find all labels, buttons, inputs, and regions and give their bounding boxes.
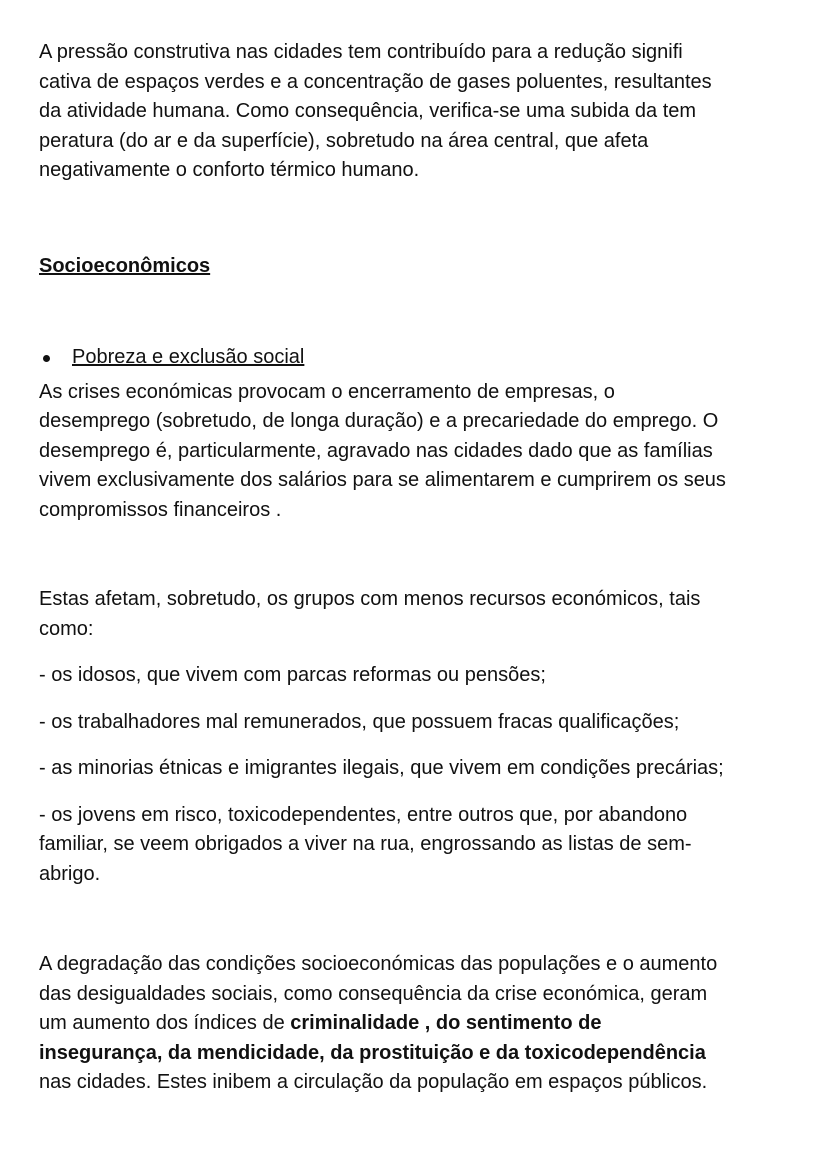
text-line: - as minorias étnicas e imigrantes ilegais, que vivem em condições precárias; xyxy=(39,757,724,779)
text-line: da atividade humana. Como consequência, verifica-se uma subida da tem xyxy=(39,100,697,122)
list-item xyxy=(39,343,799,373)
bullet-label: Pobreza e exclusão social xyxy=(72,346,305,368)
intro-paragraph xyxy=(39,38,799,186)
bold-text: criminalidade , do sentimento de xyxy=(290,1012,602,1034)
section-heading: Socioeconômicos xyxy=(39,254,211,277)
groups-paragraph xyxy=(39,585,799,644)
text-line xyxy=(39,1009,799,1039)
text-line: As crises económicas provocam o encerramento de empresas, o xyxy=(39,380,615,403)
text-line: negativamente o conforto térmico humano. xyxy=(39,159,420,181)
text-line: - os idosos, que vivem com parcas reformas ou pensões; xyxy=(39,664,546,686)
group-item-trabalhadores xyxy=(39,708,799,738)
bold-text: insegurança, da mendicidade, da prostituição e da toxicodependência xyxy=(39,1041,706,1064)
text-line: desemprego (sobretudo, de longa duração) e a precariedade do emprego. O xyxy=(39,410,719,432)
plain-text: um aumento dos índices de xyxy=(39,1012,291,1034)
text-line: A degradação das condições socioeconómicas das populações e o aumento xyxy=(39,953,718,975)
text-line: desemprego é, particularmente, agravado nas cidades dado que as famílias xyxy=(39,439,713,462)
text-line: Estas afetam, sobretudo, os grupos com menos recursos económicos, tais xyxy=(39,588,701,610)
text-line: cativa de espaços verdes e a concentração de gases poluentes, resultantes xyxy=(39,70,712,93)
text-line: A pressão construtiva nas cidades tem contribuído para a redução signifi xyxy=(39,41,683,63)
text-line: como: xyxy=(39,617,94,640)
crises-paragraph xyxy=(39,378,799,526)
group-item-idosos xyxy=(39,661,799,691)
text-line: compromissos financeiros . xyxy=(39,498,282,521)
group-item-minorias xyxy=(39,754,799,784)
conclusion-paragraph xyxy=(39,950,799,1098)
text-line: - os trabalhadores mal remunerados, que possuem fracas qualificações; xyxy=(39,710,680,733)
text-line: - os jovens em risco, toxicodependentes, entre outros que, por abandono xyxy=(39,803,688,826)
group-item-jovens xyxy=(39,801,799,890)
text-line: abrigo. xyxy=(39,862,101,885)
text-line: vivem exclusivamente dos salários para se alimentarem e cumprirem os seus xyxy=(39,469,726,491)
text-line: das desigualdades sociais, como consequência da crise económica, geram xyxy=(39,982,708,1005)
bullet-dot-icon xyxy=(43,355,50,362)
text-line xyxy=(39,1039,799,1069)
text-line: peratura (do ar e da superfície), sobretudo na área central, que afeta xyxy=(39,129,649,152)
text-line: nas cidades. Estes inibem a circulação da população em espaços públicos. xyxy=(39,1071,708,1093)
bullet-list xyxy=(39,343,799,373)
text-line: familiar, se veem obrigados a viver na rua, engrossando as listas de sem- xyxy=(39,833,692,855)
document-body xyxy=(39,38,799,1098)
